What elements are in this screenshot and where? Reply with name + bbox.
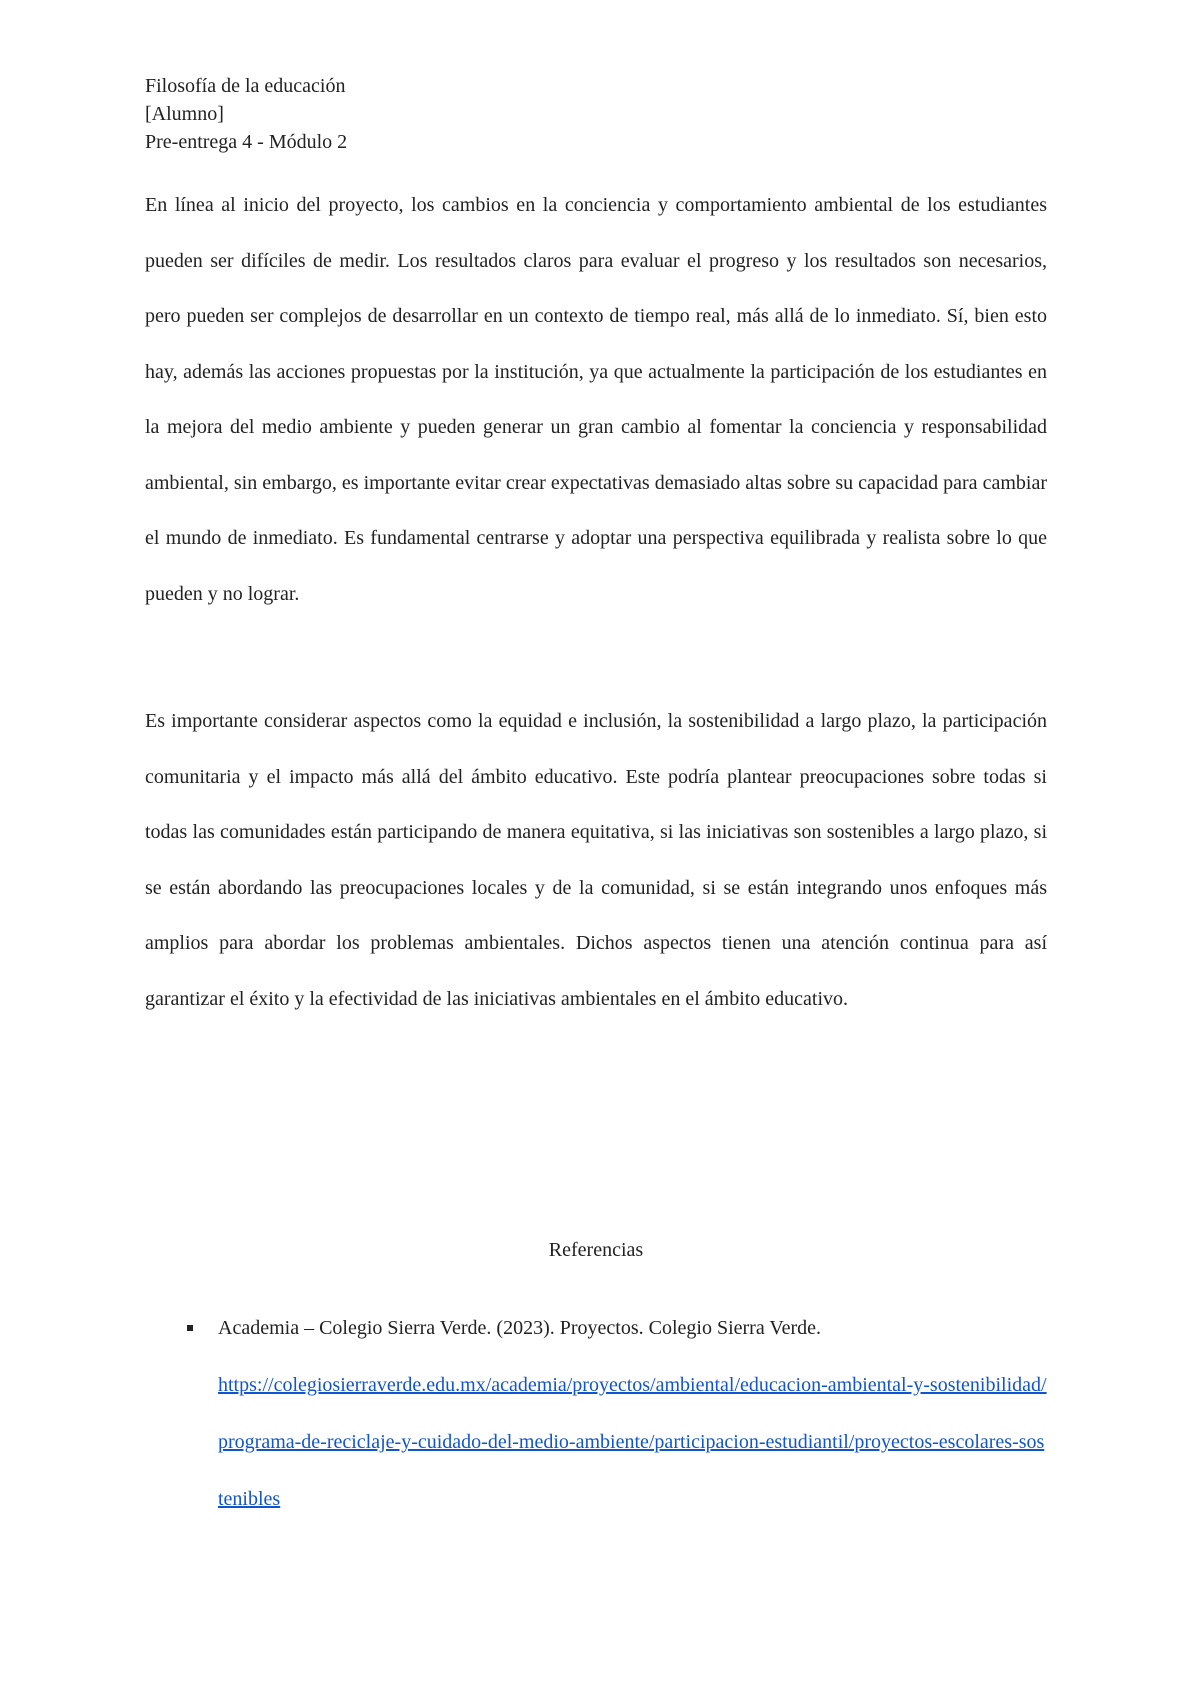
- assignment-title: Pre-entrega 4 - Módulo 2: [145, 131, 348, 153]
- references-list: [145, 1300, 1047, 1528]
- body-paragraph: Es importante considerar aspectos como la equidad e inclusión, la sostenibilidad a largo plazo, la participación comunitaria y el impacto más allá del ámbito educativo. Este podría plantear preocupaciones sobre todas si todas las comunidades están participando de manera equitativa, si las iniciativas son sostenibles a largo plazo, si se están abordando las preocupaciones locales y de la comunidad, si se están integrando unos enfoques más amplios para abordar los problemas ambientales. Dichos aspectos tienen una atención continua para así garantizar el éxito y la efectividad de las iniciativas ambientales en el ámbito educativo.: [145, 710, 1047, 1010]
- reference-item: [145, 1300, 1047, 1528]
- course-title: Filosofía de la educación: [145, 75, 346, 97]
- document-header: [145, 72, 745, 156]
- body-paragraph: En línea al inicio del proyecto, los cambios en la conciencia y comportamiento ambiental de los estudiantes pueden ser difíciles de medir. Los resultados claros para evaluar el progreso y los resultados son necesarios, pero pueden ser complejos de desarrollar en un contexto de tiempo real, más allá de lo inmediato. Sí, bien esto hay, además las acciones propuestas por la institución, ya que actualmente la participación de los estudiantes en la mejora del medio ambiente y pueden generar un gran cambio al fomentar la conciencia y responsabilidad ambiental, sin embargo, es importante evitar crear expectativas demasiado altas sobre su capacidad para cambiar el mundo de inmediato. Es fundamental centrarse y adoptar una perspectiva equilibrada y realista sobre lo que pueden y no lograr.: [145, 194, 1047, 605]
- reference-link[interactable]: https://colegiosierraverde.edu.mx/academia/proyectos/ambiental/educacion-ambiental-y-sostenibilidad/programa-de-reciclaje-y-cuidado-del-medio-ambiente/participacion-estudiantil/proyectos-escolares-sostenibles: [218, 1374, 1047, 1510]
- student-name: [Alumno]: [145, 103, 224, 125]
- square-bullet-icon: [187, 1325, 193, 1331]
- references-heading: Referencias: [548, 1239, 644, 1261]
- reference-citation: Academia – Colegio Sierra Verde. (2023). Proyectos. Colegio Sierra Verde.: [218, 1317, 821, 1339]
